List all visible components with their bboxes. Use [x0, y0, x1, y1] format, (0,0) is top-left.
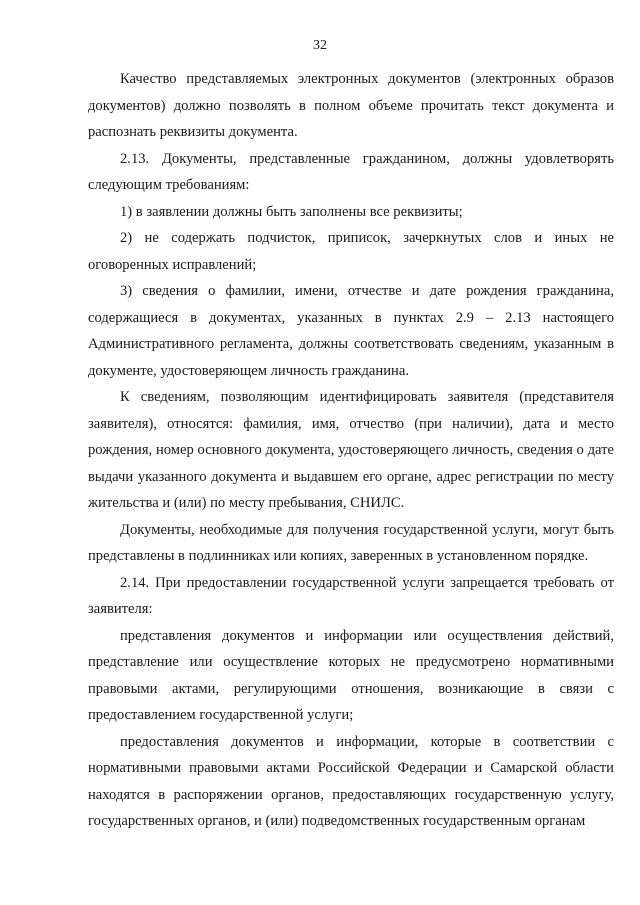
document-body: [88, 66, 614, 835]
paragraph-originals-or-copies: Документы, необходимые для получения государственной услуги, могут быть представлены в подлинниках или копиях, заверенных в установленном порядке.: [88, 521, 614, 564]
paragraph-prohibition-1: представления документов и информации или осуществления действий, представление или осуществление которых не предусмотрено нормативными правовыми актами, регулирующими отношения, возникающие в связи с предоставлением государственной услуги;: [88, 627, 614, 723]
paragraph-electronic-documents-quality: Качество представляемых электронных документов (электронных образов документов) должно позволять в полном объеме прочитать текст документа и распознать реквизиты документа.: [88, 71, 614, 140]
paragraph-section-2-14: 2.14. При предоставлении государственной услуги запрещается требовать от заявителя:: [88, 574, 614, 617]
paragraph-prohibition-2: предоставления документов и информации, которые в соответствии с нормативными правовыми актами Российской Федерации и Самарской области находятся в распоряжении органов, предоставляющих государственную услугу, государственных органов, и (или) подведомственных государственным органам: [88, 733, 614, 829]
paragraph-identification-data: К сведениям, позволяющим идентифицировать заявителя (представителя заявителя), относятся: фамилия, имя, отчество (при наличии), дата и место рождения, номер основного документа, удостоверяющего личность, сведения о дате выдачи указанного документа и выдавшем его органе, адрес регистрации по месту жительства и (или) по месту пребывания, СНИЛС.: [88, 389, 614, 511]
paragraph-section-2-13: 2.13. Документы, представленные гражданином, должны удовлетворять следующим требованиям:: [88, 150, 614, 193]
list-item-2: 2) не содержать подчисток, приписок, зачеркнутых слов и иных не оговоренных исправлений;: [88, 230, 614, 273]
list-item-1: 1) в заявлении должны быть заполнены все реквизиты;: [120, 203, 463, 220]
list-item-3: 3) сведения о фамилии, имени, отчестве и дате рождения гражданина, содержащиеся в документах, указанных в пунктах 2.9 – 2.13 настоящего Административного регламента, должны соответствовать сведениям, указанным в документе, удостоверяющем личность гражданина.: [88, 283, 614, 379]
page-number: 32: [313, 38, 327, 53]
